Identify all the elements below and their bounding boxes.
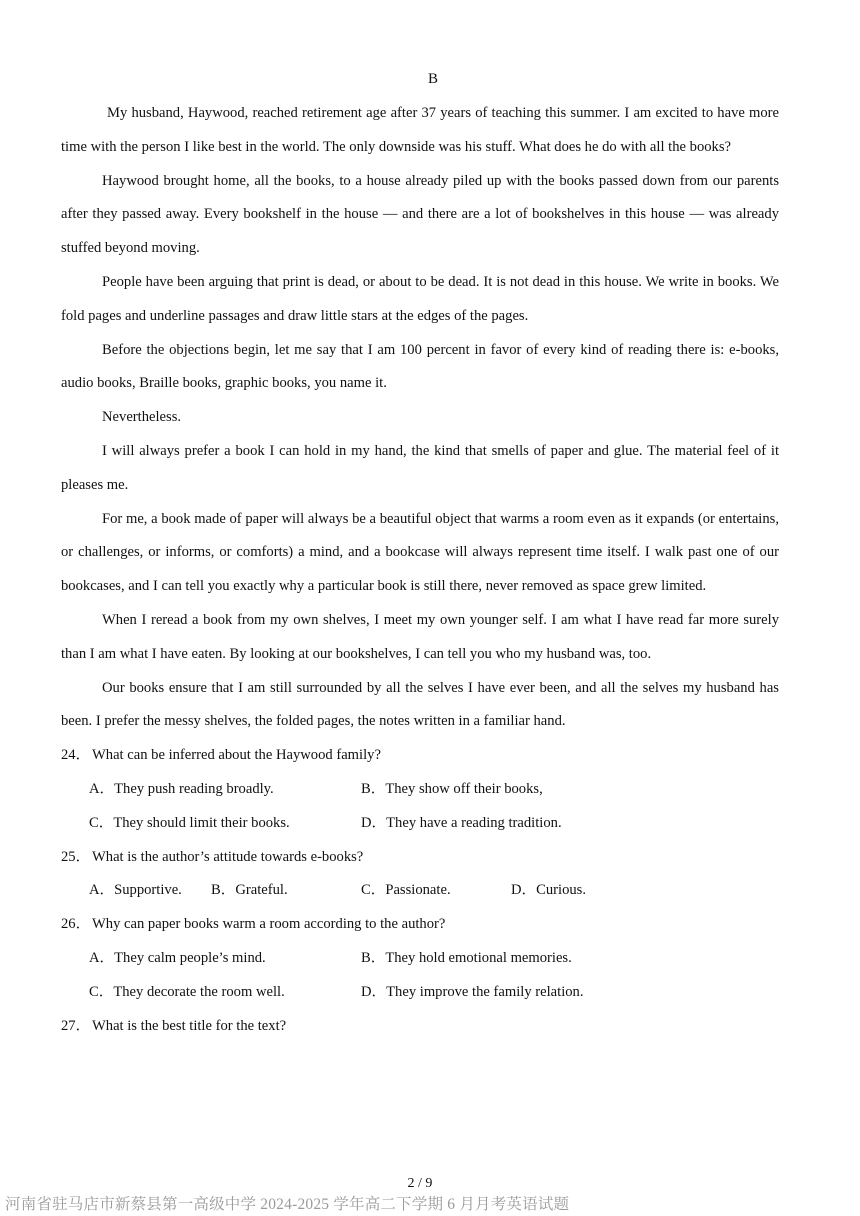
option-a[interactable]: A．They calm people’s mind.	[89, 949, 266, 966]
paragraph: My husband, Haywood, reached retirement age after 37 years of teaching this summer. I am excited to have more time with the person I like best in the world. The only downside was his stuff. What does he do with all the books?	[61, 105, 779, 155]
option-b[interactable]: B．Grateful.	[211, 882, 288, 899]
option-a[interactable]: A．They push reading broadly.	[89, 780, 274, 797]
paragraph: Haywood brought home, all the books, to a house already piled up with the books passed down from our parents after they passed away. Every bookshelf in the house — and there are a lot of bookshelves in this house — was already stuffed beyond moving.	[61, 172, 779, 257]
question-text: Why can paper books warm a room according to the author?	[92, 916, 446, 933]
question-26	[61, 908, 779, 942]
question-number: 24．	[61, 747, 91, 764]
option-c[interactable]: C．They should limit their books.	[89, 814, 290, 831]
question-24	[61, 739, 779, 773]
option-c[interactable]: C．They decorate the room well.	[89, 983, 285, 1000]
page-number: 2 / 9	[407, 1176, 433, 1191]
option-a[interactable]: A．Supportive.	[89, 882, 182, 899]
question-number: 26．	[61, 916, 91, 933]
options-row	[61, 773, 779, 807]
option-d[interactable]: D．They have a reading tradition.	[361, 814, 562, 831]
question-text: What can be inferred about the Haywood family?	[92, 747, 381, 764]
options-row	[61, 976, 779, 1010]
options-row	[61, 942, 779, 976]
option-d[interactable]: D．They improve the family relation.	[361, 983, 584, 1000]
paragraph: Nevertheless.	[102, 409, 182, 426]
paragraph: I will always prefer a book I can hold in my hand, the kind that smells of paper and glue. The material feel of it pleases me.	[61, 442, 779, 493]
options-row	[61, 874, 779, 908]
paragraph: Our books ensure that I am still surrounded by all the selves I have ever been, and all the selves my husband has been. I prefer the messy shelves, the folded pages, the notes written in a familiar hand.	[61, 679, 779, 730]
question-25	[61, 841, 779, 875]
question-text: What is the best title for the text?	[92, 1017, 287, 1034]
paragraph: People have been arguing that print is dead, or about to be dead. It is not dead in this house. We write in books. We fold pages and underline passages and draw little stars at the edges of the pages.	[61, 273, 779, 324]
reading-passage	[61, 97, 779, 1043]
option-d[interactable]: D．Curious.	[511, 882, 586, 899]
option-c[interactable]: C．Passionate.	[361, 882, 451, 899]
section-heading: B	[427, 71, 438, 87]
question-number: 27．	[61, 1017, 91, 1034]
question-27	[61, 1010, 779, 1044]
option-b[interactable]: B．They show off their books,	[361, 780, 543, 797]
options-row	[61, 807, 779, 841]
paragraph: When I reread a book from my own shelves, I meet my own younger self. I am what I have read far more surely than I am what I have eaten. By looking at our bookshelves, I can tell you who my husband was, too.	[61, 611, 779, 662]
option-b[interactable]: B．They hold emotional memories.	[361, 949, 572, 966]
question-text: What is the author’s attitude towards e-books?	[92, 848, 364, 865]
paragraph: Before the objections begin, let me say that I am 100 percent in favor of every kind of reading there is: e-books, audio books, Braille books, graphic books, you name it.	[61, 341, 779, 392]
watermark-text: 河南省驻马店市新蔡县第一高级中学 2024-2025 学年高二下学期 6 月月考英语试题	[5, 1196, 570, 1213]
question-number: 25．	[61, 848, 91, 865]
paragraph: For me, a book made of paper will always be a beautiful object that warms a room even as it expands (or entertains, or challenges, or informs, or comforts) a mind, and a bookcase will always represent time itself. I walk past one of our bookcases, and I can tell you exactly why a particular book is still there, never removed as space grew limited.	[61, 510, 779, 595]
